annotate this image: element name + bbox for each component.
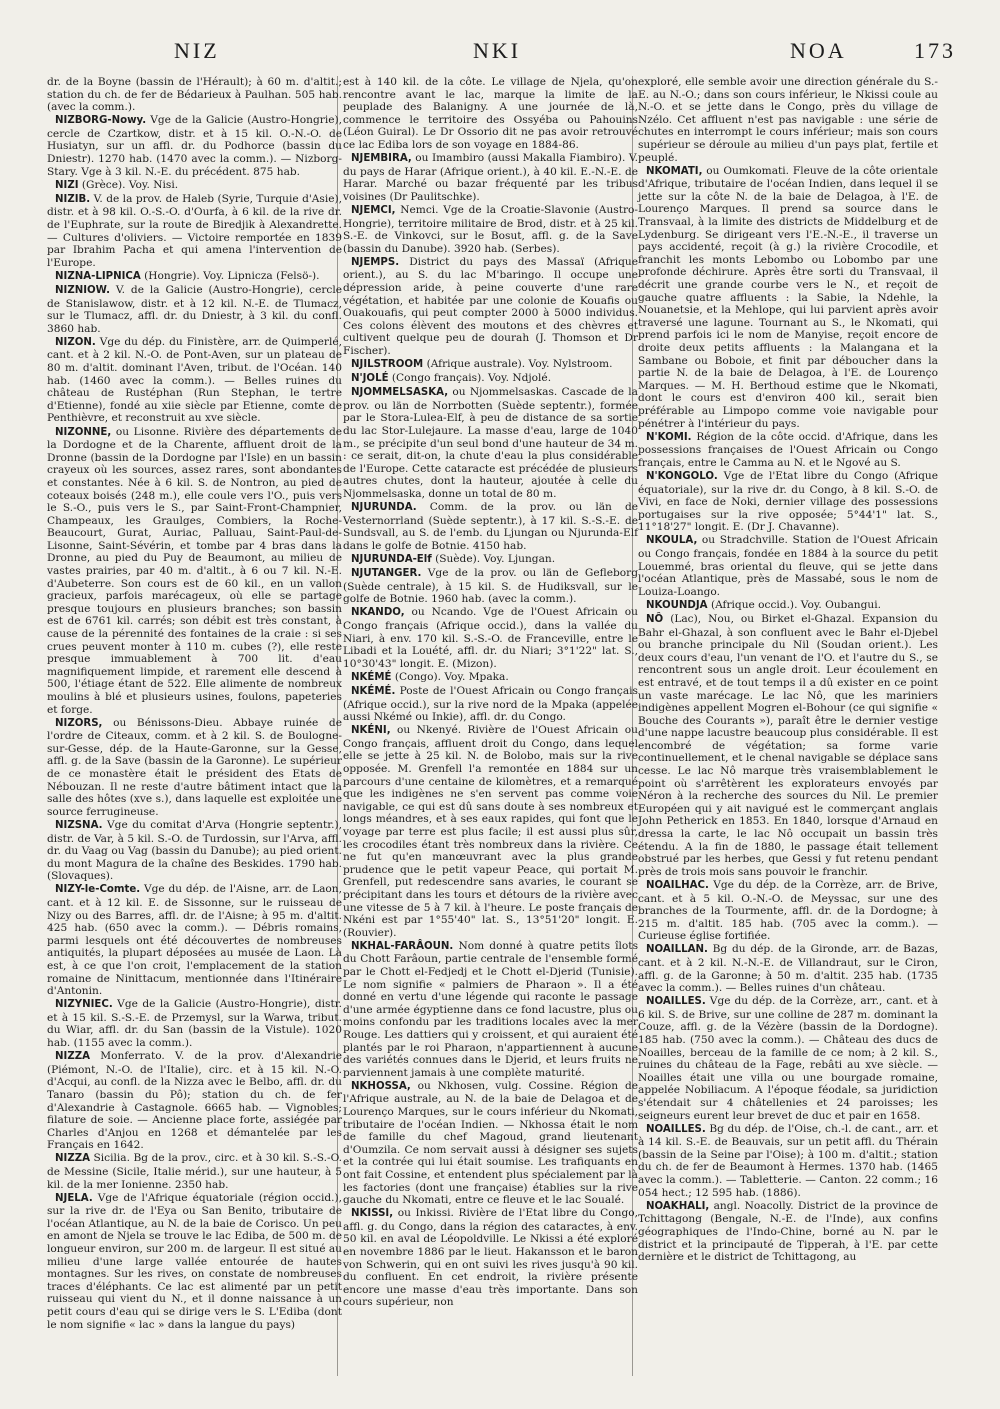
dictionary-entry bbox=[47, 193, 342, 270]
dictionary-entry bbox=[47, 284, 342, 335]
dictionary-entry bbox=[47, 1152, 342, 1191]
column-2 bbox=[343, 76, 638, 1310]
dictionary-entry bbox=[343, 1207, 638, 1309]
entry-text: (Congo). Voy. Mpaka. bbox=[394, 670, 509, 683]
dictionary-entry bbox=[638, 470, 938, 534]
dictionary-entry bbox=[638, 1200, 938, 1264]
dictionary-entry bbox=[343, 606, 638, 670]
page-number: 173 bbox=[914, 38, 956, 63]
entry-headword: NKOULA, bbox=[646, 535, 698, 547]
entry-text: Bg du dép. de la Gironde, arr. de Bazas, cant. et à 2 kil. N.-N.-E. de Villandraut, sur le Ciron, affl. g. de la Garonne; à 50 m. d'altit. 235 hab. (1735 avec la comm.). — Belles ruines d'un château. bbox=[638, 943, 938, 995]
page-header bbox=[44, 38, 956, 74]
dictionary-entry bbox=[47, 1050, 342, 1152]
entry-text: Nom donné à quatre petits îlots du Chott Farâoun, partie centrale de l'ensemble formé par le Chott el-Fedjedj et le Chott el-Djerid (Tunisie). Le nom signifie « palmiers de Pharaon ». Il a été donné en vertu d'une légende qui raconte le passage d'une armée égyptienne dans ce fond lacustre, plus ou moins confondu par les traditions locales avec la mer Rouge. Les dattiers qui y croissent, et qui auraient été plantés par le roi Pharaon, n'appartiennent à aucune des variétés connues dans le Djerid, et leurs fruits ne parviennent jamais à une complète maturité. bbox=[343, 939, 639, 1079]
entry-text: est à 140 kil. de la côte. Le village de Njela, qu'on rencontre avant le lac, marque la limite de la peuplade des Balanigny. A une journée de là, commence le territoire des Ossyéba ou Pahouins (Léon Guiral). Le Dr Ossorio dit ne pas avoir retrouvé ce lac Ediba lors de son voyage en 1884-86. bbox=[343, 76, 638, 151]
entry-headword: NJOMMELSASKA, bbox=[351, 387, 449, 399]
entry-headword: NKOMATI, bbox=[646, 165, 703, 177]
dictionary-entry bbox=[638, 431, 938, 470]
entry-text: Région de la côte occid. d'Afrique, dans les possessions françaises de l'Ouest Africain ou Congo français, entre le Camma au N. et le Ngové au S. bbox=[638, 430, 938, 469]
entry-headword: NIZZA bbox=[55, 1153, 90, 1165]
entry-text: Poste de l'Ouest Africain ou Congo français (Afrique occid.), sur la rive nord de la Mpaka (appelée aussi Nkémé ou Inkie), affl. dr. du Congo. bbox=[343, 684, 638, 724]
dictionary-entry bbox=[343, 358, 638, 372]
entry-headword: NIZIB. bbox=[55, 193, 91, 205]
dictionary-entry bbox=[47, 336, 342, 425]
entry-headword: NIZON. bbox=[55, 336, 96, 348]
entry-text: Sicilia. Bg de la prov., circ. et à 30 kil. S.-S.-O. de Messine (Sicile, Italie mérid.), sur une hauteur, à 5 kil. de la mer Ionienne. 2350 hab. bbox=[47, 1152, 342, 1191]
entry-headword: NOAILHAC. bbox=[646, 879, 709, 891]
entry-text: ou Imambiro (aussi Makalla Fiambiro). V. du pays de Harar (Afrique orient.), à 40 kil. E.-N.-E. de Harar. Marché ou bazar fréquenté par les tribus voisines (Dr Paulitschke). bbox=[343, 152, 638, 203]
dictionary-entry bbox=[343, 372, 638, 386]
entry-text: V. de la prov. de Haleb (Syrie, Turquie d'Asie), distr. et à 98 kil. O.-S.-O. d'Ourfa, à 6 kil. de la rive dr. de l'Euphrate, sur la route de Biredjik à Alexandrette. — Cultures d'oliviers. — Victoire remportée en 1839 par Ibrahim Pacha et qui amena l'intervention de l'Europe. bbox=[47, 192, 343, 269]
entry-text: dr. de la Boyne (bassin de l'Hérault); à 60 m. d'altit.; station du ch. de fer de Bédarieux à Paulhan. 505 hab. (avec la comm.). bbox=[47, 76, 342, 114]
entry-headword: NIZSNA. bbox=[55, 819, 103, 831]
dictionary-entry bbox=[343, 1080, 638, 1207]
entry-text: ou Inkissi. Rivière de l'Etat libre du Congo, affl. g. du Congo, dans la région des cataractes, à env. 50 kil. en aval de Léopoldville. Le Nkissi a été exploré en novembre 1886 par le lieut. Hakansson et le baron von Schwerin, qui en ont suivi les rives jusqu'à 90 kil. du confluent. En cet endroit, la rivière présente encore une masse d'eau très importante. Dans son cours supérieur, non bbox=[343, 1207, 638, 1309]
entry-headword: NKHAL-FARÂOUN. bbox=[351, 940, 454, 952]
dictionary-entry bbox=[47, 270, 342, 284]
entry-text: V. de la Galicie (Austro-Hongrie), cercle de Stanislawow, distr. et à 12 kil. N.-E. de Tlumacz, sur le Tlumacz, affl. dr. du Dniestr, à 3 kil. du confl. 3860 hab. bbox=[47, 284, 342, 335]
dictionary-entry bbox=[343, 567, 638, 606]
entry-headword: NJEMBIRA, bbox=[351, 153, 412, 165]
dictionary-entry bbox=[343, 940, 638, 1080]
dictionary-entry bbox=[343, 386, 638, 500]
entry-text: angl. Noacolly. District de la province de Tchittagong (Bengale, N.-E. de l'Inde), aux confins géographiques de l'Indo-Chine, borné au N. par le district et la principauté de Tipperah, à l'E. par cette dernière et le district de Tchittagong, au bbox=[638, 1199, 938, 1264]
dictionary-entry bbox=[47, 998, 342, 1049]
entry-headword: NKÉNI, bbox=[351, 725, 391, 737]
column-3 bbox=[638, 76, 938, 1264]
entry-text: Vge du comitat d'Arva (Hongrie septentr.), distr. de Var, à 5 kil. S.-O. de Turdossin, sur l'Arva, affl. dr. du Vaag ou Vag (bassin du Danube); au pied orient. du mont Magura de la chaîne des Beskides. 1790 hab. (Slovaques). bbox=[47, 818, 342, 883]
entry-text: exploré, elle semble avoir une direction générale du S.-E. au N.-O.; dans son cours inférieur, le Nkissi coule au N.-O. et se jette dans le Congo, près du village de Nzélo. Cet affluent n'est pas navigable : une série de chutes en interrompt le cours inférieur; mais son cours supérieur se déroule au milieu d'un pays plat, fertile et peuplé. bbox=[638, 76, 938, 164]
entry-headword: NKISSI, bbox=[351, 1208, 394, 1220]
dictionary-entry bbox=[638, 613, 938, 878]
entry-text: Vge de la Galicie (Austro-Hongrie), cercle de Czartkow, distr. et à 15 kil. O.-N.-O. de Husiatyn, sur un affl. dr. du Podhorce (bassin du Dniestr). 1270 hab. (1470 avec la comm.). — Nizborg-Stary. Vge à 3 kil. N.-E. du précédent. 875 hab. bbox=[47, 114, 342, 178]
dictionary-entry bbox=[47, 1192, 342, 1332]
dictionary-entry bbox=[47, 114, 342, 178]
entry-headword: NJEMCI, bbox=[351, 204, 396, 216]
dictionary-entry bbox=[343, 553, 638, 567]
entry-text: Vge du dép. de l'Aisne, arr. de Laon, cant. et à 12 kil. E. de Sissonne, sur le ruisseau de Nizy ou des Barres, affl. dr. de l'Aisne; à 95 m. d'altit. 425 hab. (650 avec la comm.). — Débris romains, parmi lesquels ont été découvertes de nombreuses antiquités, la plupart déposées au musée de Laon. Là est, à ce que l'on croit, l'emplacement de la station romaine de Ninittacum, mentionnée dans l'Itinéraire d'Antonin. bbox=[47, 883, 343, 998]
dictionary-entry bbox=[343, 724, 638, 939]
entry-headword: N'KONGOLO. bbox=[646, 470, 718, 482]
entry-headword: NIZYNIEC. bbox=[55, 999, 113, 1011]
entry-text: ou Nkhosen, vulg. Cossine. Région de l'Afrique australe, au N. de la baie de Delagoa et de Lourenço Marques, sur le cours inférieur du Nkomati, tributaire de l'océan Indien. — Nkhossa était le nom de famille du chef Magoud, grand lieutenant d'Oumzila. Ce nom servait aussi à désigner ses sujets et la contrée qui lui était soumise. Les trafiquants en ont fait Cossine, et entendent plus spécialement par là les factories (dont une française) établies sur la rive gauche du Nkomati, entre ce fleuve et le lac Soualé. bbox=[343, 1079, 638, 1207]
entry-text: (Afrique australe). Voy. Nylstroom. bbox=[426, 358, 613, 371]
entry-text: Comm. de la prov. ou län de Vesternorrland (Suède septentr.), à 17 kil. S.-S.-E. de Sundsvall, au S. de l'emb. du Ljungan ou Njurunda-Elf dans le golfe de Botnie. 4150 hab. bbox=[343, 501, 639, 552]
entry-text: (Congo français). Voy. Ndjolé. bbox=[391, 372, 552, 385]
dictionary-entry bbox=[343, 671, 638, 685]
entry-headword: NJUTANGER. bbox=[351, 568, 422, 580]
dictionary-entry bbox=[638, 76, 938, 164]
entry-text: Vge de la Galicie (Austro-Hongrie), distr. et à 15 kil. S.-S.-E. de Przemysl, sur la Warwa, tribut. du Wiar, affl. dr. du San (bassin de la Vistule). 1020 hab. (1155 avec la comm.). bbox=[47, 998, 342, 1050]
dictionary-entry bbox=[343, 501, 638, 552]
entry-headword: NJURUNDA. bbox=[351, 502, 417, 514]
entry-text: Monferrato. V. de la prov. d'Alexandrie (Piémont, N.-O. de l'Italie), circ. et à 15 kil. N.-O. d'Acqui, au confl. de la Nizza avec le Belbo, affl. dr. du Tanaro (bassin du Pô); station du ch. de fer d'Alexandrie à Castagnole. 6665 hab. — Vignobles; filature de soie. — Ancienne place forte, assiégée par Charles d'Anjou en 1268 et démantelée par les Français en 1642. bbox=[47, 1050, 342, 1152]
entry-headword: NIZONNE, bbox=[55, 426, 112, 438]
entry-text: ou Ncando. Vge de l'Ouest Africain ou Congo français (Afrique occid.), dans la vallée du Niari, à env. 170 kil. S.-S.-O. de Franceville, entre le Libadi et la Louété, affl. dr. du Niari; 3°1'22" lat. S., 10°30'43" longit. E. (Mizon). bbox=[343, 606, 639, 670]
entry-text: (Suède). Voy. Ljungan. bbox=[435, 552, 556, 565]
dictionary-entry bbox=[47, 179, 342, 193]
entry-headword: NOAKHALI, bbox=[646, 1200, 710, 1212]
entry-text: ou Bénissons-Dieu. Abbaye ruinée de l'ordre de Citeaux, comm. et à 2 kil. S. de Boulogne-sur-Gesse, dép. de la Haute-Garonne, sur la Gesse, affl. g. de la Save (bassin de la Garonne). Le supérieur de ce monastère était le président des Etats de Nébouzan. Il ne reste d'autre bâtiment intact que la salle des hôtes (xve s.), dans laquelle est exploitée une source ferrugineuse. bbox=[47, 716, 342, 818]
entry-headword: NIZNIOW. bbox=[55, 285, 110, 296]
dictionary-entry bbox=[343, 204, 638, 255]
entry-headword: NIZORS, bbox=[55, 717, 103, 729]
entry-text: Vge du dép. du Finistère, arr. de Quimperlé, cant. et à 2 kil. N.-O. de Pont-Aven, sur un plateau de 80 m. d'altit. dominant l'Aven, tribut. de l'Océan. 140 hab. (1460 avec la comm.). — Belles ruines du château de Rustéphan (Run Stephan, le tertre d'Etienne), fondé au xiie siècle par Etienne, comte de Penthièvre, et reconstruit au xve siècle. bbox=[47, 335, 342, 425]
dictionary-entry bbox=[638, 534, 938, 598]
entry-text: Vge de l'Afrique équatoriale (région occid.), sur la rive dr. de l'Eya ou San Benito, tributaire de l'océan Atlantique, au N. de la baie de Corisco. Un peu en amont de Njela se trouve le lac Ediba, de 500 m. de longueur environ, sur 200 m. de largeur. Il est situé au milieu d'une large vallée entourée de hautes montagnes. Sur les rives, on constate de nombreuses traces d'éléphants. Ce lac est alimenté par un petit ruisseau qui vient du N., et il donne naissance à un petit cours d'eau qui se dirige vers le S. L'Ediba (dont le nom signifie « lac » dans la langue du pays) bbox=[47, 1191, 342, 1331]
entry-headword: NJEMPS. bbox=[351, 256, 400, 268]
right-guide-word: NOA bbox=[790, 38, 847, 63]
entry-text: (Grèce). Voy. Nisi. bbox=[81, 178, 179, 191]
entry-headword: NIZBORG-Nowy. bbox=[55, 115, 147, 127]
entry-headword: NKHOSSA, bbox=[351, 1080, 411, 1092]
entry-headword: NOAILLES. bbox=[646, 1123, 706, 1135]
entry-headword: N'KOMI. bbox=[646, 431, 692, 443]
entry-headword: NOAILLES. bbox=[646, 996, 706, 1008]
entry-headword: NIZY-le-Comte. bbox=[55, 884, 141, 896]
entry-text: ou Oumkomati. Fleuve de la côte orientale d'Afrique, tributaire de l'océan Indien, dans lequel il se jette sur la côte N. de la baie de Delagoa, à l'E. de Lourenço Marques. Il prend sa source dans le Transvaal, à la limite des districts de Middelburg et de Lydenburg. Se dirigeant vers l'E.-N.-E., il traverse un pays accidenté, reçoit (à g.) la rivière Crocodile, et franchit les monts Lebombo ou Lobombo par une profonde déchirure. Après être sorti du Transvaal, il décrit une grande courbe vers le N., et reçoit de gauche quatre affluents : la Sabie, la Ndehle, la Nouanetsie, et la Mehlope, qui lui parvient après avoir traversé une lagune. Tournant au S., le Nkomati, qui prend parfois ici le nom de Manyise, reçoit encore de droite deux petits affluents : la Malangana et la Sambane ou Boboie, et finit par déboucher dans la partie N. de la baie de Delagoa, à l'E. de Lourenço Marques. — M. H. Berthoud estime que le Nkomati, dont le cours est d'environ 400 kil., serait bien préférable au Limpopo comme voie navigable pour pénétrer à l'intérieur du pays. bbox=[638, 164, 938, 430]
entry-text: (Hongrie). Voy. Lipnicza (Felsö-). bbox=[144, 269, 320, 282]
dictionary-entry bbox=[343, 685, 638, 724]
column-1 bbox=[47, 76, 342, 1332]
middle-guide-word: NKI bbox=[473, 38, 522, 63]
entry-text: Bg du dép. de l'Oise, ch.-l. de cant., arr. et à 14 kil. S.-E. de Beauvais, sur un petit affl. du Thérain (bassin de la Seine par l'Oise); à 100 m. d'altit.; station du ch. de fer de Beaumont à Hermes. 1370 hab. (1465 avec la comm.). — Tabletterie. — Canton. 22 comm.; 16 054 hect.; 12 595 hab. (1886). bbox=[638, 1122, 939, 1199]
dictionary-entry bbox=[343, 76, 638, 152]
entry-text: ou Stradchville. Station de l'Ouest Africain ou Congo français, fondée en 1884 à la source du petit Louemmé, bras oriental du fleuve, qui se jette dans l'océan Atlantique, près de Massabé, sous le nom de Louiza-Loango. bbox=[638, 534, 938, 598]
entry-text: Nemci. Vge de la Croatie-Slavonie (Austro-Hongrie), territoire militaire de Brod, distr. et à 25 kil. S.-E. de Vinkovci, sur le Bosut, affl. g. de la Save (bassin du Danube). 3920 hab. (Serbes). bbox=[343, 203, 638, 255]
entry-headword: NKOUNDJA bbox=[646, 599, 708, 611]
left-guide-word: NIZ bbox=[174, 38, 220, 63]
dictionary-entry bbox=[638, 879, 938, 943]
entry-headword: NOAILLAN. bbox=[646, 944, 708, 956]
entry-headword: NKÉMÉ bbox=[351, 671, 392, 683]
dictionary-entry bbox=[638, 599, 938, 613]
entry-headword: NIZNA-LIPNICA bbox=[55, 270, 141, 282]
dictionary-entry bbox=[638, 165, 938, 430]
dictionary-entry bbox=[343, 152, 638, 203]
dictionary-entry bbox=[343, 256, 638, 358]
entry-text: Vge de l'Etat libre du Congo (Afrique équatoriale), sur la rive dr. du Congo, à 8 kil. S.-O. de Vivi, en face de Noki, dernier village des possessions portugaises sur la rive opposée; 5°44'1" lat. S., 11°18'27" longit. E. (Dr J. Chavanne). bbox=[638, 469, 938, 534]
entry-text: (Lac), Nou, ou Birket el-Ghazal. Expansion du Bahr el-Ghazal, à son confluent avec le Bahr el-Djebel ou branche principale du Nil (Soudan orient.). Les deux cours d'eau, l'un venant de l'O. et l'autre du S., se rencontrent sous un angle droit. Leur écoulement en est entravé, et de tout temps il a dû exister en ce point un vaste marécage. Le lac Nô, que les mariniers indigènes appellent Mogren el-Bohour (ce qui signifie « Bouche des Courants »), paraît être le dernier vestige d'une nappe lacustre beaucoup plus considérable. Il est encombré de végétation; sa forme varie continuellement, et le chenal navigable se déplace sans cesse. Le lac Nô marque très vraisemblablement le point où s'arrêtèrent les explorateurs envoyés par Néron à la recherche des sources du Nil. Le premier Européen qui y ait navigué est le commerçant anglais John Petherick en 1853. En 1840, lorsque d'Arnaud en dressa la carte, le lac Nô occupait un bassin très étendu. A la fin de 1880, le passage était tellement obstrué par les herbes, que Gessi y fut retenu pendant près de trois mois sans pouvoir le franchir. bbox=[638, 612, 939, 878]
entry-headword: N'JOLÉ bbox=[351, 373, 389, 385]
entry-text: ou Nkenyé. Rivière de l'Ouest Africain ou Congo français, affluent droit du Congo, dans lequel elle se jette à 25 kil. N. de Bolobo, mais sur la rive opposée. M. Grenfell l'a remontée en 1884 sur un parcours d'une centaine de kilomètres, et a remarqué que les indigènes ne s'en servent pas comme voie navigable, ce qui est dû sans doute à ses nombreux et longs méandres, et à ses eaux rapides, qui font que le voyage par terre est plus facile; il est aussi plus sûr, les crocodiles étant très nombreux dans la rivière. Ce ne fut qu'en manœuvrant avec la plus grande prudence que le petit vapeur Peace, qui portait M. Grenfell, put redescendre sans avaries, le courant se précipitant dans les tours et détours de la rivière avec une vitesse de 5 à 7 kil. à l'heure. Le poste français de Nkéni est par 1°55'40" lat. S., 13°51'20" longit. E. (Rouvier). bbox=[343, 724, 638, 939]
entry-headword: NÔ bbox=[646, 613, 664, 625]
dictionary-entry bbox=[47, 819, 342, 883]
entry-headword: NIZZA bbox=[55, 1051, 90, 1063]
entry-headword: NKANDO, bbox=[351, 607, 405, 619]
entry-headword: NJURUNDA-Elf bbox=[351, 553, 432, 565]
entry-text: ou Njommelsaskas. Cascade de la prov. ou län de Norrbotten (Suède septentr.), formée par le Stora-Lulea-Elf, à peu de distance de sa sortie du lac Stor-Lulejaure. La masse d'eau, large de 1040 m., se précipite d'un seul bond d'une hauteur de 34 m. : ce serait, dit-on, la chute d'eau la plus considérable de l'Europe. Cette cataracte est précédée de plusieurs autres chutes, dont la hauteur, ajoutée à celle du Njommelsaska, donne un total de 80 m. bbox=[343, 386, 638, 500]
entry-text: Vge du dép. de la Corrèze, arr., cant. et à 6 kil. S. de Brive, sur une colline de 287 m. dominant la Couze, affl. g. de la Vézère (bassin de la Dordogne). 185 hab. (750 avec la comm.). — Château des ducs de Noailles, berceau de la famille de ce nom; à 2 kil. S., ruines du château de la Fage, rebâti au xve siècle. — Noailles était une villa ou une bourgade romaine, appelée Nobiliacum. A l'époque féodale, sa juridiction s'étendait sur 4 châtellenies et 24 paroisses; les seigneurs eurent leur brevet de duc et pair en 1658. bbox=[638, 995, 938, 1122]
entry-text: Vge du dép. de la Corrèze, arr. de Brive, cant. et à 5 kil. O.-N.-O. de Meyssac, sur une des branches de la Tourmente, affl. dr. de la Dordogne; à 215 m. d'altit. 185 hab. (705 avec la comm.). — Curieuse église fortifiée. bbox=[638, 878, 938, 943]
dictionary-entry bbox=[47, 76, 342, 114]
entry-headword: NJELA. bbox=[55, 1192, 93, 1204]
entry-text: Vge de la prov. ou län de Gefleborg (Suède centrale), à 15 kil. S. de Hudiksvall, sur le golfe de Botnie. 1960 hab. (avec la comm.). bbox=[343, 567, 638, 606]
entry-text: ou Lisonne. Rivière des départements de la Dordogne et de la Charente, affluent droit de la Dronne (bassin de la Dordogne par l'Isle) en un bassin crayeux où les sources, assez rares, sont abondantes et constantes. Née à 6 kil. S. de Nontron, au pied de coteaux boisés (248 m.), elle coule vers l'O., puis vers le S.-O., puis vers le S., par Saint-Front-Champnier, Champeaux, les Graulges, Combiers, la Roche-Beaucourt, Gurat, Auriac, Palluau, Saint-Paul-de-Lisonne, Saint-Sévérin, et tombe par 4 bras dans la Dronne, au pied du Puy de Beaumont, au milieu de vastes prairies, par 40 m. d'altit., à 6 ou 7 kil. N.-E. d'Aubeterre. Son cours est de 60 kil., en un vallon gracieux, parfois marécageux, où elle se partage presque toujours en plusieurs branches; son bassin est de 6761 kil. carrés; son débit est très constant, à cause de la pérennité des fontaines de la craie : si ses crues peuvent monter à 110 m. cubes (?), elle reste presque immuablement à 700 lit. d'eau magnifiquement limpide, et rarement elle descend à 500, l'étiage étant de 522. Elle alimente de nombreux moulins à blé et plusieurs usines, foulons, papeteries et forge. bbox=[47, 425, 342, 716]
entry-headword: NJILSTROOM bbox=[351, 359, 424, 371]
dictionary-entry bbox=[638, 943, 938, 994]
dictionary-entry bbox=[47, 883, 342, 997]
dictionary-entry bbox=[47, 717, 342, 819]
entry-text: (Afrique occid.). Voy. Oubangui. bbox=[710, 598, 881, 611]
entry-text: District du pays des Massaï (Afrique orient.), au S. du lac M'baringo. Il occupe une dépression aride, à peine couverte d'une rare végétation, et habitée par une colonie de Kouafis ou Ouakouafis, qui peut compter 2000 à 5000 individus. Ces colons élèvent des moutons et des chèvres et cultivent quelque peu de dourah (J. Thomson et Dr Fischer). bbox=[343, 255, 639, 357]
dictionary-entry bbox=[638, 995, 938, 1122]
dictionary-entry bbox=[47, 426, 342, 717]
entry-headword: NIZI bbox=[55, 179, 79, 191]
entry-headword: NKÉMÉ. bbox=[351, 685, 396, 697]
dictionary-entry bbox=[638, 1123, 938, 1200]
